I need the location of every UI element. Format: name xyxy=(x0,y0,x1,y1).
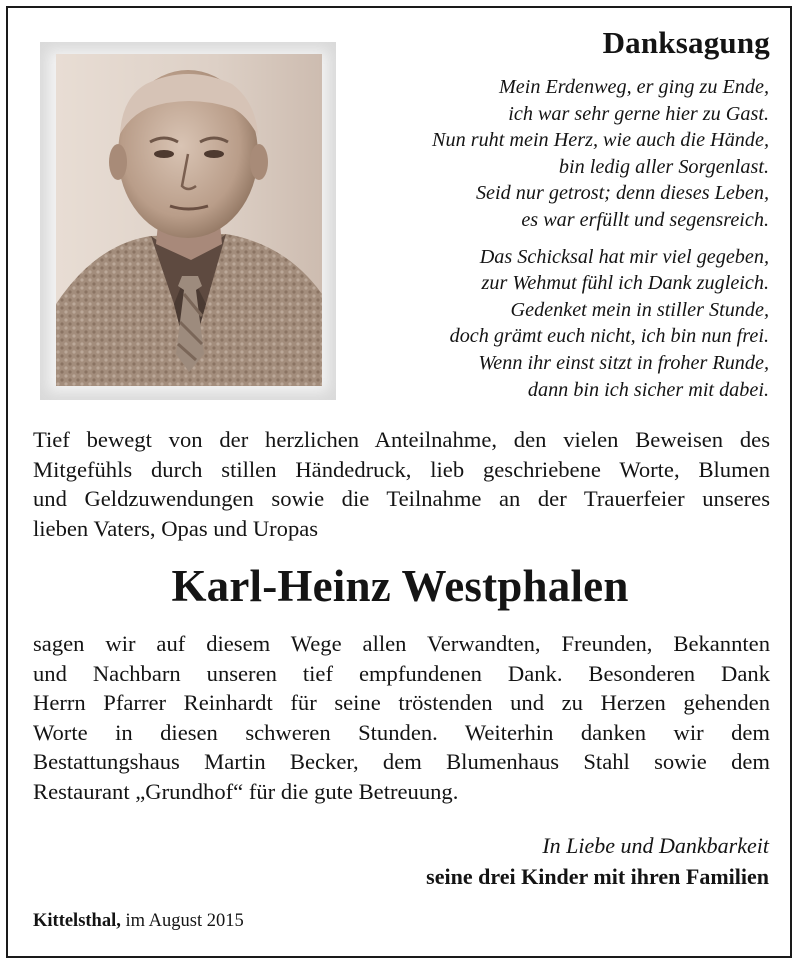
page-title: Danksagung xyxy=(602,25,770,60)
intro-line: Tief bewegt von der herzlichen Anteilnahme, den vielen Beweisen des xyxy=(33,427,770,452)
poem-line: es war erfüllt und segensreich. xyxy=(521,208,769,231)
intro-paragraph xyxy=(33,425,770,543)
poem-line: Seid nur getrost; denn dieses Leben, xyxy=(475,182,769,205)
poem-line: Wenn ihr einst sitzt in froher Runde, xyxy=(478,351,769,374)
portrait-frame xyxy=(40,42,336,400)
poem-line: Nun ruht mein Herz, wie auch die Hände, xyxy=(432,129,769,152)
date: im August 2015 xyxy=(125,911,244,931)
poem-line: dann bin ich sicher mit dabei. xyxy=(527,378,769,401)
portrait-photo xyxy=(56,54,322,386)
thanks-line: Worte in diesen schweren Stunden. Weiterhin danken wir dem xyxy=(33,719,770,745)
thanks-line: Restaurant „Grundhof“ für die gute Betreuung. xyxy=(33,778,459,804)
thanks-line: und Nachbarn unseren tief empfundenen Dank. Besonderen Dank xyxy=(33,660,770,686)
place-date xyxy=(33,911,244,932)
poem-line: ich war sehr gerne hier zu Gast. xyxy=(508,102,769,125)
thanks-line: sagen wir auf diesem Wege allen Verwandten, Freunden, Bekannten xyxy=(33,631,770,656)
signature: seine drei Kinder mit ihren Familien xyxy=(426,864,769,889)
deceased-name: Karl-Heinz Westphalen xyxy=(171,561,629,611)
poem-line: zur Wehmut fühl ich Dank zugleich. xyxy=(481,272,769,295)
poem-stanza-1 xyxy=(432,74,769,234)
thanks-paragraph xyxy=(33,629,770,807)
poem-line: doch grämt euch nicht, ich bin nun frei. xyxy=(449,325,769,348)
place: Kittelsthal, xyxy=(33,911,121,931)
intro-line: Mitgefühls durch stillen Händedruck, lieb geschriebene Worte, Blumen xyxy=(33,456,770,482)
poem-line: Das Schicksal hat mir viel gegeben, xyxy=(479,245,769,268)
poem xyxy=(432,74,769,403)
poem-stanza-2 xyxy=(432,244,769,404)
thanks-line: Herrn Pfarrer Reinhardt für seine tröstenden und zu Herzen gehenden xyxy=(33,690,770,716)
closing-phrase: In Liebe und Dankbarkeit xyxy=(542,833,769,858)
intro-line: lieben Vaters, Opas und Uropas xyxy=(33,515,319,541)
thanks-line: Bestattungshaus Martin Becker, dem Blumenhaus Stahl sowie dem xyxy=(33,749,770,775)
poem-line: Mein Erdenweg, er ging zu Ende, xyxy=(498,76,769,98)
poem-line: bin ledig aller Sorgenlast. xyxy=(558,155,769,178)
intro-line: und Geldzuwendungen sowie die Teilnahme an der Trauerfeier unseres xyxy=(33,486,770,512)
poem-line: Gedenket mein in stiller Stunde, xyxy=(510,298,769,321)
